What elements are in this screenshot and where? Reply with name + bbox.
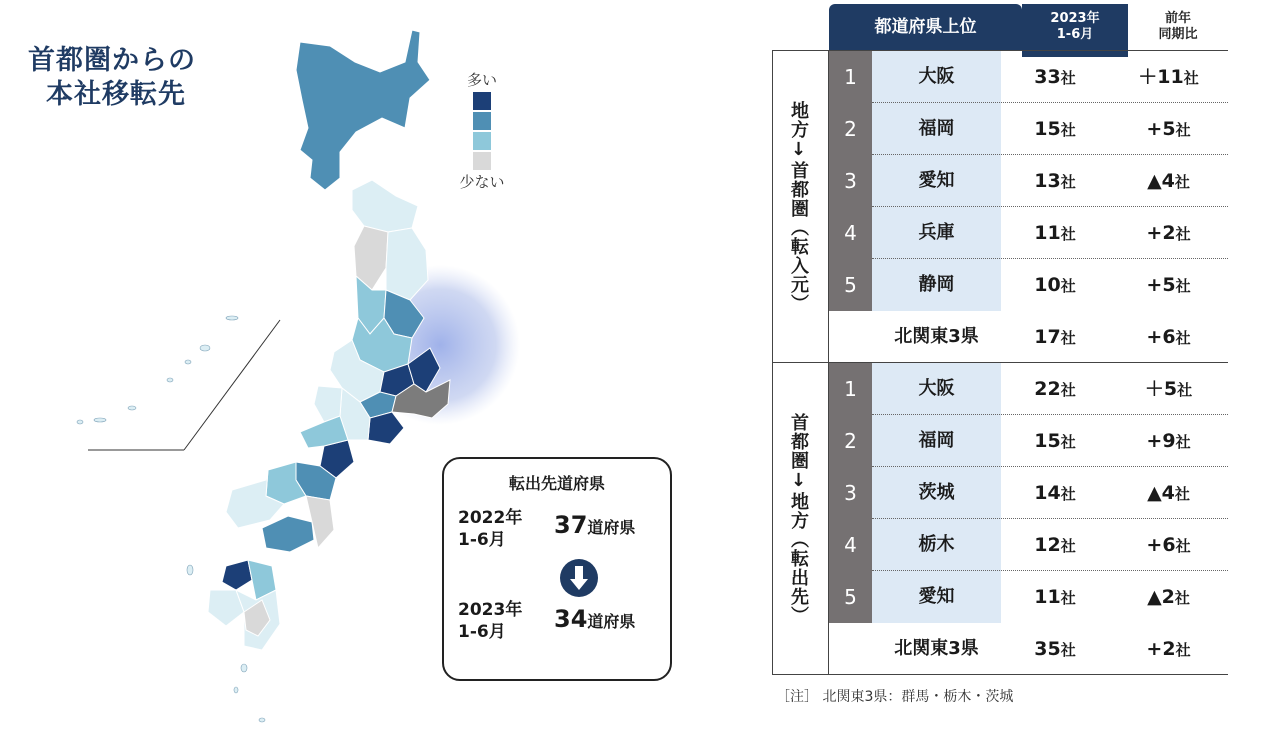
row-count: 22社 xyxy=(1034,378,1076,400)
row-rank: 4 xyxy=(829,519,872,571)
total-change: +2社 xyxy=(1146,638,1191,660)
period-2023-months: 1-6月 xyxy=(458,622,506,642)
legend-swatch-1 xyxy=(473,92,491,110)
map-title-line-2: 本社移転先 xyxy=(46,79,186,110)
table-footnote: ［注］ 北関東3県：群馬・栃木・茨城 xyxy=(776,689,1014,705)
row-rank: 1 xyxy=(829,363,872,415)
map-title-line-1: 首都圏からの xyxy=(28,45,196,76)
row-count: 33社 xyxy=(1034,66,1076,88)
row-count: 11社 xyxy=(1034,222,1076,244)
legend-swatch-3 xyxy=(473,132,491,150)
row-prefecture: 愛知 xyxy=(872,571,1001,623)
shizuoka xyxy=(368,412,404,444)
total-label: 北関東3県 xyxy=(894,638,979,659)
row-prefecture: 大阪 xyxy=(872,51,1001,103)
row-change: ＋5社 xyxy=(1144,378,1193,400)
header-prev-line2: 同期比 xyxy=(1158,27,1198,42)
section-label-inbound: 地方↓首都圏（転入元） xyxy=(788,101,809,313)
count-2022-unit: 道府県 xyxy=(587,518,636,537)
count-2022-value: 37 xyxy=(554,511,588,539)
legend-low-label: 少ない xyxy=(459,173,505,191)
row-prefecture: 兵庫 xyxy=(872,207,1001,259)
hokkaido xyxy=(296,30,430,190)
table-row xyxy=(829,103,1228,155)
aomori xyxy=(352,180,418,232)
row-rank: 5 xyxy=(829,259,872,311)
count-2023-unit: 道府県 xyxy=(587,612,636,631)
row-prefecture: 愛知 xyxy=(872,155,1001,207)
table-row xyxy=(829,415,1228,467)
table-row xyxy=(829,207,1228,259)
header-rank: 都道府県上位 xyxy=(829,4,1022,50)
row-change: +5社 xyxy=(1146,118,1191,140)
row-count: 14社 xyxy=(1034,482,1076,504)
row-prefecture: 栃木 xyxy=(872,519,1001,571)
summary-heading: 転出先道府県 xyxy=(508,474,605,493)
row-count: 10社 xyxy=(1034,274,1076,296)
row-prefecture: 福岡 xyxy=(872,103,1001,155)
destination-summary-box xyxy=(442,457,672,681)
period-2022-months: 1-6月 xyxy=(458,530,506,550)
row-change: ＋11社 xyxy=(1138,66,1199,88)
row-change: ▲4社 xyxy=(1147,482,1190,504)
legend-high-label: 多い xyxy=(466,71,497,89)
summary-period-2022 xyxy=(458,507,538,551)
row-prefecture: 静岡 xyxy=(872,259,1001,311)
row-rank: 1 xyxy=(829,51,872,103)
summary-count-2022 xyxy=(554,511,635,539)
okinawa-islands xyxy=(77,316,238,424)
row-rank: 3 xyxy=(829,467,872,519)
row-rank: 3 xyxy=(829,155,872,207)
row-change: +6社 xyxy=(1146,534,1191,556)
total-label: 北関東3県 xyxy=(894,326,979,347)
row-count: 12社 xyxy=(1034,534,1076,556)
header-2023-line1: 2023年 xyxy=(1050,11,1100,26)
row-count: 15社 xyxy=(1034,430,1076,452)
inset-line-diagonal xyxy=(184,320,280,450)
summary-period-2023 xyxy=(458,599,538,643)
total-count: 35社 xyxy=(1034,638,1076,660)
table-row xyxy=(829,363,1228,415)
row-prefecture: 大阪 xyxy=(872,363,1001,415)
table-total-row xyxy=(829,311,1228,363)
section-label-outbound: 首都圏↓地方（転出先） xyxy=(788,413,809,625)
legend-swatch-2 xyxy=(473,112,491,130)
row-change: ▲2社 xyxy=(1147,586,1190,608)
row-rank: 2 xyxy=(829,415,872,467)
legend-swatch-4 xyxy=(473,152,491,170)
row-rank: 2 xyxy=(829,103,872,155)
row-change: +2社 xyxy=(1146,222,1191,244)
table-row xyxy=(829,155,1228,207)
row-prefecture: 茨城 xyxy=(872,467,1001,519)
table-row xyxy=(829,51,1228,103)
table-row xyxy=(829,571,1228,623)
row-rank: 4 xyxy=(829,207,872,259)
row-rank: 5 xyxy=(829,571,872,623)
header-prev-line1: 前年 xyxy=(1164,11,1191,26)
period-2023-year: 2023年 xyxy=(458,600,523,620)
row-count: 11社 xyxy=(1034,586,1076,608)
period-2022-year: 2022年 xyxy=(458,508,523,528)
header-2023-line2: 1-6月 xyxy=(1056,27,1094,42)
row-change: ▲4社 xyxy=(1147,170,1190,192)
row-prefecture: 福岡 xyxy=(872,415,1001,467)
table-row xyxy=(829,519,1228,571)
table-row xyxy=(829,259,1228,311)
map-legend xyxy=(452,70,512,192)
count-2023-value: 34 xyxy=(554,605,588,633)
down-arrow-icon xyxy=(560,559,598,597)
row-count: 13社 xyxy=(1034,170,1076,192)
summary-count-2023 xyxy=(554,605,635,633)
row-change: +9社 xyxy=(1146,430,1191,452)
fukuoka xyxy=(222,560,252,590)
table-total-row xyxy=(829,623,1228,675)
shikoku xyxy=(262,516,314,552)
table-row xyxy=(829,467,1228,519)
row-count: 15社 xyxy=(1034,118,1076,140)
row-change: +5社 xyxy=(1146,274,1191,296)
total-count: 17社 xyxy=(1034,326,1076,348)
total-change: +6社 xyxy=(1146,326,1191,348)
